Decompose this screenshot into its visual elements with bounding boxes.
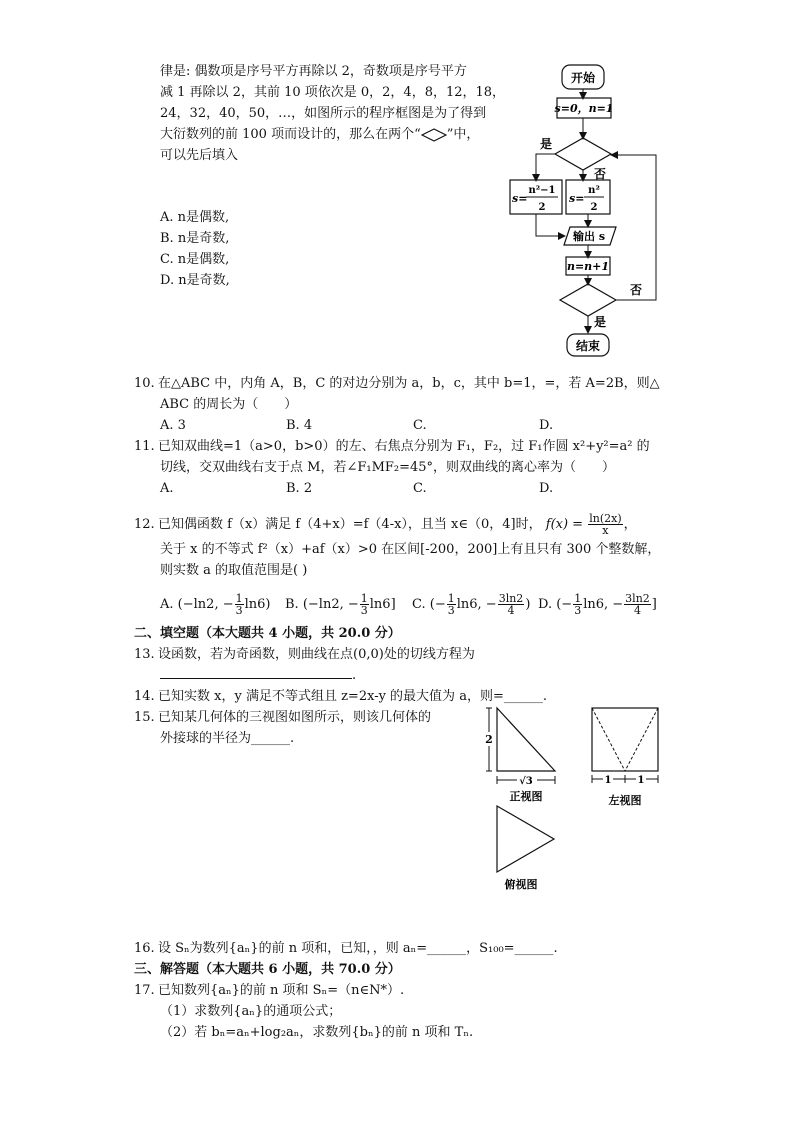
q11-option-c: C. xyxy=(413,481,427,496)
q12-option-b-frac xyxy=(360,593,369,616)
q13-line-1 xyxy=(134,645,475,665)
q9-option-c: C. n是偶数, xyxy=(160,252,230,267)
q12-line1-end: ， xyxy=(623,517,637,532)
diamond-icon xyxy=(421,128,447,142)
flow-no-label-2: 否 xyxy=(630,283,643,297)
section-2-heading: 二、填空题（本大题共 4 小题，共 20.0 分） xyxy=(134,626,401,641)
q12-option-c-label: C. xyxy=(412,597,426,612)
intro-line-3: 24，32，40，50，…，如图所示的程序框图是为了得到 xyxy=(160,106,487,121)
q12-option-d-mid: ln6, − xyxy=(583,597,624,612)
q12-option-b-text: (−ln2, − xyxy=(302,597,359,612)
top-view-label: 俯视图 xyxy=(504,878,538,891)
left-view xyxy=(592,708,658,807)
q15-line-1 xyxy=(134,708,431,728)
q12-option-a-tail: ln6) xyxy=(244,597,271,612)
frac-den: 4 xyxy=(633,604,641,617)
flow-yes-label-2: 是 xyxy=(594,315,607,329)
frac-num: 1 xyxy=(235,592,243,605)
flow-left-s: s= xyxy=(512,192,528,205)
flow-decision-1 xyxy=(555,138,611,170)
front-view-width: √3 xyxy=(519,776,533,787)
left-view-dim-1: 1 xyxy=(604,775,612,786)
q12-option-c-frac-1 xyxy=(447,593,456,616)
q10-option-c: C. xyxy=(413,418,427,433)
q12-option-d-label: D. xyxy=(538,597,553,612)
q11-line-1 xyxy=(134,437,650,457)
q9-option-b: B. n是奇数, xyxy=(160,231,230,246)
q16-number: 16. xyxy=(134,941,155,956)
q12-option-a xyxy=(160,592,270,618)
q12-option-c-text: (− xyxy=(429,597,446,612)
front-view-height: 2 xyxy=(485,733,493,746)
flow-right-den: 2 xyxy=(590,202,598,213)
flow-output-text: 输出 s xyxy=(572,230,606,243)
q12-f-fraction xyxy=(588,513,622,536)
flow-no-label: 否 xyxy=(594,167,607,181)
q12-line-2: 关于 x 的不等式 f²（x）+af（x）>0 在区间[-200，200]上有且只有 300 个整数解， xyxy=(160,542,661,557)
q17-line-1 xyxy=(134,981,404,1001)
q12-option-b xyxy=(285,592,396,618)
flow-init-text: s=0，n=1 xyxy=(554,102,614,115)
q17-part-1: （1）求数列{aₙ}的通项公式； xyxy=(160,1004,342,1019)
q13-number: 13. xyxy=(134,647,155,662)
frac-den: 3 xyxy=(574,604,582,617)
flow-right-num: n² xyxy=(588,185,600,196)
q11-text-1: 已知双曲线=1（a>0，b>0）的左、右焦点分别为 F₁，F₂，过 F₁作圆 x²+y²=a² 的 xyxy=(158,439,650,454)
q11-option-b: B. 2 xyxy=(286,481,313,496)
flow-yes-label: 是 xyxy=(540,137,553,151)
flow-start-text: 开始 xyxy=(570,71,596,85)
q12-option-c-frac-2 xyxy=(498,593,525,616)
q12-option-c-tail: ) xyxy=(525,597,531,612)
q9-option-d: D. n是奇数, xyxy=(160,273,230,288)
q10-line-1 xyxy=(134,374,660,394)
frac-den: 3 xyxy=(360,604,368,617)
q16-text: 设 Sₙ为数列{aₙ}的前 n 项和，已知，，则 aₙ=______，S₁₀₀=______. xyxy=(158,941,558,956)
left-view-label: 左视图 xyxy=(608,794,642,807)
q11-line-2: 切线，交双曲线右支于点 M，若∠F₁MF₂=45°，则双曲线的离心率为（ ） xyxy=(160,460,616,475)
flow-end-text: 结束 xyxy=(575,339,601,353)
intro-line-5: 可以先后填入 xyxy=(160,148,239,163)
frac-den: 3 xyxy=(235,604,243,617)
top-view xyxy=(497,806,554,891)
q17-text: 已知数列{aₙ}的前 n 项和 Sₙ=（n∈N*）. xyxy=(158,983,405,998)
q13-line-2 xyxy=(160,666,356,686)
intro-line-4 xyxy=(160,125,479,145)
frac-den: 4 xyxy=(507,604,515,617)
intro-line-4-tail: ”中， xyxy=(446,127,480,142)
q12-f-num: ln(2x) xyxy=(589,512,622,525)
q17-part-2: （2）若 bₙ=aₙ+log₂aₙ，求数列{bₙ}的前 n 项和 Tₙ. xyxy=(160,1025,474,1040)
flow-decision-2 xyxy=(560,284,616,316)
q13-line2-end: . xyxy=(352,668,357,683)
frac-den: 3 xyxy=(447,604,455,617)
flow-increment-text: n=n+1 xyxy=(566,260,610,273)
q12-option-b-label: B. xyxy=(285,597,299,612)
q9-option-a: A. n是偶数, xyxy=(160,210,230,225)
flow-left-num: n²−1 xyxy=(528,185,556,196)
section-3-heading: 三、解答题（本大题共 6 小题，共 70.0 分） xyxy=(134,962,401,977)
intro-line-2: 减 1 再除以 2，其前 10 项依次是 0，2，4，8，12，18， xyxy=(160,85,506,100)
frac-num: 3ln2 xyxy=(498,592,524,605)
q12-option-a-frac xyxy=(235,593,244,616)
frac-num: 1 xyxy=(447,592,455,605)
intro-line-4-text: 大衍数列的前 100 项而设计的，那么在两个“ xyxy=(160,127,421,142)
q15-number: 15. xyxy=(134,710,155,725)
q10-option-d: D. xyxy=(539,418,554,433)
q17-number: 17. xyxy=(134,983,155,998)
frac-num: 1 xyxy=(360,592,368,605)
q10-option-b: B. 4 xyxy=(286,418,313,433)
three-view-figure xyxy=(475,700,670,900)
q12-option-d-text: (− xyxy=(556,597,573,612)
q13-answer-blank[interactable] xyxy=(160,678,352,679)
q10-option-a: A. 3 xyxy=(160,418,186,433)
left-view-dim-2: 1 xyxy=(637,775,645,786)
q15-text-1: 已知某几何体的三视图如图所示，则该几何体的 xyxy=(158,710,432,725)
front-view xyxy=(483,708,555,803)
q12-option-d xyxy=(538,592,657,618)
frac-num: 1 xyxy=(574,592,582,605)
q12-f-den: x xyxy=(602,524,609,537)
q12-line-3: 则实数 a 的取值范围是( ) xyxy=(160,563,308,578)
flowchart xyxy=(500,60,670,360)
flow-left-den: 2 xyxy=(538,202,546,213)
q12-line-1 xyxy=(134,512,637,538)
q12-option-a-text: (−ln2, − xyxy=(177,597,234,612)
q10-line-2: ABC 的周长为（ ） xyxy=(160,397,298,412)
q12-text-1: 已知偶函数 f（x）满足 f（4+x）=f（4-x），且当 x∈（0，4]时， xyxy=(158,517,542,532)
q10-text-1: 在△ABC 中，内角 A，B，C 的对边分别为 a，b，c，其中 b=1，=，若 A=2B，则△ xyxy=(158,376,660,391)
q12-option-c-mid: ln6, − xyxy=(456,597,497,612)
q12-option-c xyxy=(412,592,530,618)
flow-right-s: s= xyxy=(569,192,585,205)
q16-line xyxy=(134,939,558,959)
q12-f-lhs: f(x) = xyxy=(545,517,584,532)
q12-option-a-label: A. xyxy=(160,597,174,612)
q13-text: 设函数，若为奇函数，则曲线在点(0,0)处的切线方程为 xyxy=(158,647,475,662)
q12-option-d-frac-1 xyxy=(573,593,582,616)
front-view-label: 正视图 xyxy=(509,790,543,803)
q14-text: 已知实数 x，y 满足不等式组且 z=2x-y 的最大值为 a，则=______. xyxy=(158,689,547,704)
frac-num: 3ln2 xyxy=(625,592,650,605)
q11-number: 11. xyxy=(134,439,155,454)
q12-option-d-frac-2 xyxy=(624,593,651,616)
q12-number: 12. xyxy=(134,517,155,532)
q15-line-2: 外接球的半径为______. xyxy=(160,731,295,746)
q12-option-d-tail: ] xyxy=(651,597,657,612)
q11-option-d: D. xyxy=(539,481,554,496)
q10-number: 10. xyxy=(134,376,155,391)
intro-line-1: 律是: 偶数项是序号平方再除以 2，奇数项是序号平方 xyxy=(160,64,467,79)
q14-number: 14. xyxy=(134,689,155,704)
q11-option-a: A. xyxy=(160,481,174,496)
q12-option-b-tail: ln6] xyxy=(369,597,396,612)
